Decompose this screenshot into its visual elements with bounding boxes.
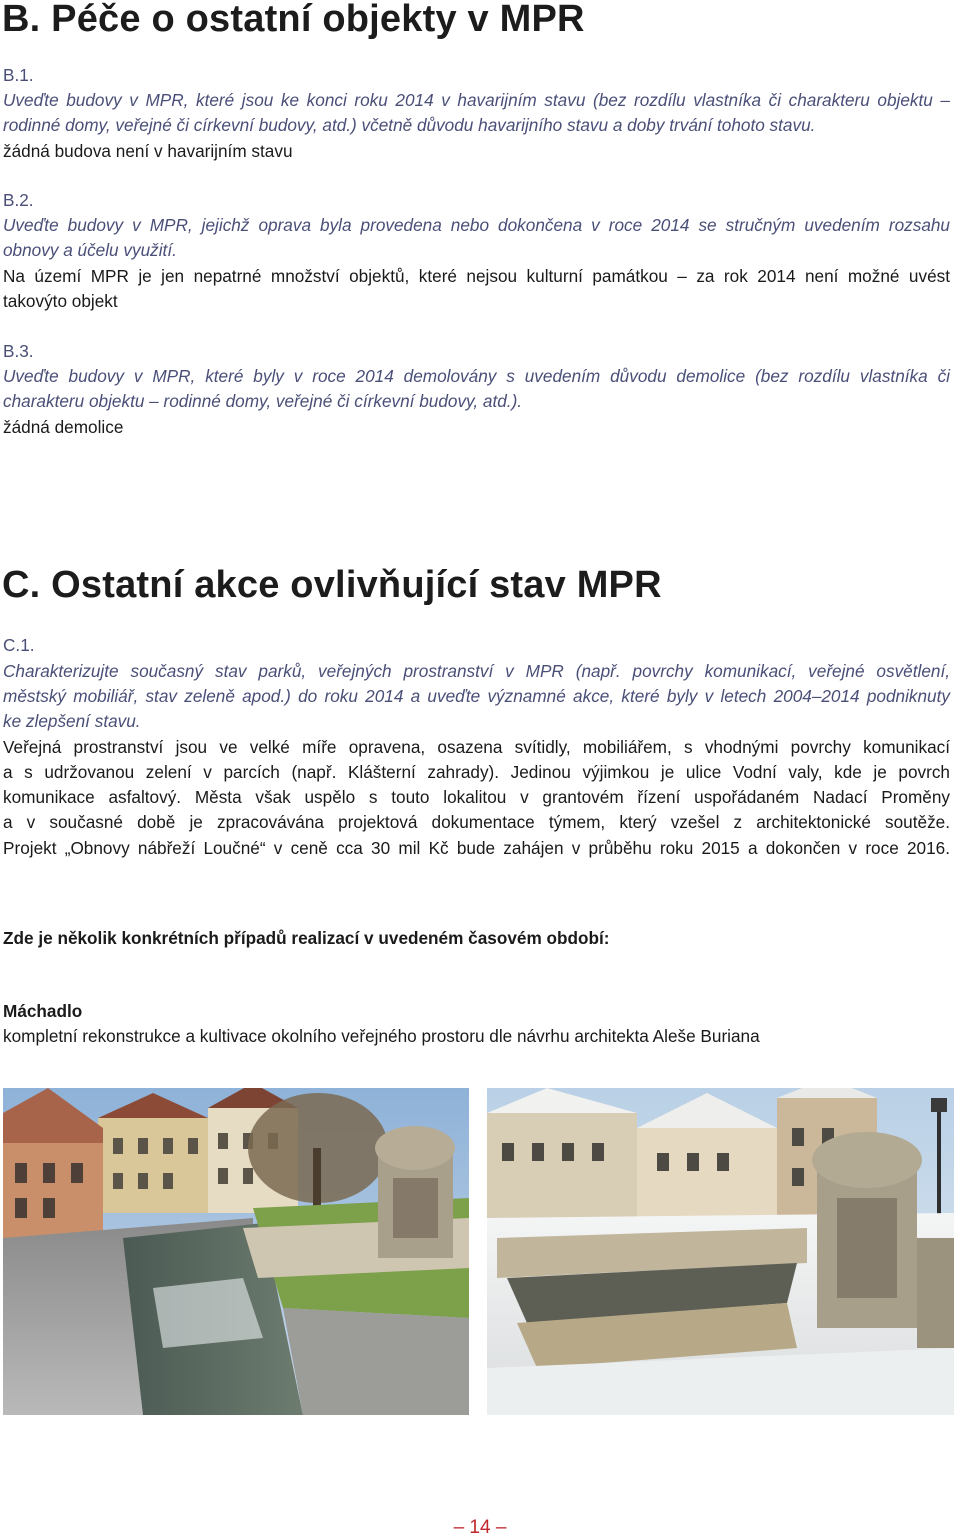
- c1-answer-line3: komunikace asfaltový. Města však uspělo s touto lokalitou v grantovém řízení uspořádaném Nadací Proměny: [3, 787, 950, 807]
- section-b-title: B. Péče o ostatní objekty v MPR: [2, 0, 585, 40]
- b3-question-line2: charakteru objektu – rodinné domy, veřejné či církevní budovy, atd.).: [3, 391, 523, 411]
- examples-heading: Zde je několik konkrétních případů realizací v uvedeném časovém období:: [3, 928, 610, 948]
- case-description: kompletní rekonstrukce a kultivace okolního veřejného prostoru dle návrhu architekta Aleše Buriana: [3, 1026, 760, 1046]
- b3-answer: žádná demolice: [3, 417, 124, 437]
- machadlo-photo-right: [487, 1088, 954, 1415]
- b2-answer-line2: takovýto objekt: [3, 291, 118, 311]
- c1-answer-line5: Projekt „Obnovy nábřeží Loučné“ v ceně cca 30 mil Kč bude zahájen v průběhu roku 2015 a dokončen v roce 2016.: [3, 838, 950, 858]
- b2-question-line1: Uveďte budovy v MPR, jejichž oprava byla provedena nebo dokončena v roce 2014 se stručným uvedením rozsahu: [3, 215, 950, 235]
- b3-number: B.3.: [3, 341, 34, 361]
- b2-number: B.2.: [3, 190, 34, 210]
- b1-number: B.1.: [3, 65, 34, 85]
- b1-question-line2: rodinné domy, veřejné či církevní budovy, atd.) včetně důvodu havarijního stavu a doby trvání tohoto stavu.: [3, 115, 816, 135]
- c1-number: C.1.: [3, 635, 35, 655]
- c1-answer-line1: Veřejná prostranství jsou ve velké míře opravena, osazena svítidly, mobiliářem, s vhodnými povrchy komunikací: [3, 737, 950, 757]
- b2-question-line2: obnovy a účelu využití.: [3, 240, 177, 260]
- section-c-title: C. Ostatní akce ovlivňující stav MPR: [2, 564, 662, 606]
- c1-answer-line4: a v současné době je zpracovávána projektová dokumentace týmem, který vzešel z architektonické soutěže.: [3, 812, 950, 832]
- c1-question-line3: ke zlepšení stavu.: [3, 711, 141, 731]
- c1-question-line2: městský mobiliář, stav zeleně apod.) do roku 2014 a uveďte významné akce, které byly v letech 2004–2014 podniknuty: [3, 686, 950, 706]
- page-number: – 14 –: [453, 1517, 507, 1538]
- b2-answer-line1: Na území MPR je jen nepatrné množství objektů, které nejsou kulturní památkou – za rok 2014 není možné uvést: [3, 266, 950, 286]
- b1-question-line1: Uveďte budovy v MPR, které jsou ke konci roku 2014 v havarijním stavu (bez rozdílu vlastníka či charakteru objektu –: [3, 90, 950, 110]
- case-title: Máchadlo: [3, 1001, 83, 1021]
- machadlo-photo-left: [3, 1088, 469, 1415]
- c1-answer-line2: a s udržovanou zelení v parcích (např. Klášterní zahrady). Jedinou výjimkou je ulice Vodní valy, kde je povrch: [3, 762, 950, 782]
- b1-answer: žádná budova není v havarijním stavu: [3, 141, 293, 161]
- b3-question-line1: Uveďte budovy v MPR, které byly v roce 2014 demolovány s uvedením důvodu demolice (bez rozdílu vlastníka či: [3, 366, 950, 386]
- c1-question-line1: Charakterizujte současný stav parků, veřejných prostranství v MPR (např. povrchy komunikací, veřejné osvětlení,: [3, 661, 950, 681]
